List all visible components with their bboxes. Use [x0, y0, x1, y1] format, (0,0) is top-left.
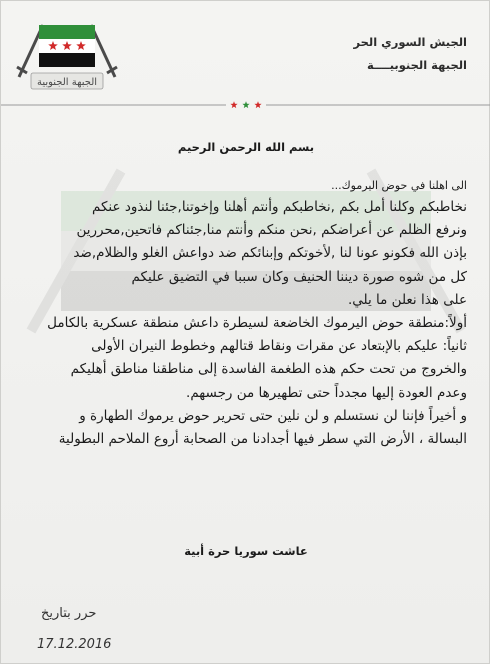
divider-star-icon	[254, 101, 261, 108]
body-line: ثانياً: عليكم بالإبتعاد عن مقرات ونقاط قتالهم وخطوط النيران الأولى	[91, 338, 467, 355]
closing-slogan: عاشت سوريا حرة أبية	[184, 544, 308, 558]
body-line: وعدم العودة إليها مجدداً حتى تطهيرها من رجسهم.	[186, 384, 467, 401]
body-line: ونرفع الظلم عن أعراضكم ,نحن منكم وأنتم منا,جئناكم فاتحين,محررين	[76, 222, 467, 239]
date-value: 17.12.2016	[37, 637, 112, 652]
divider-star-icon	[242, 101, 249, 108]
body-line: و أخيراً فإننا لن نستسلم و لن نلين حتى تحرير حوض يرموك الطهارة و	[79, 407, 467, 424]
body-line: كل من شوه صورة ديننا الحنيف وكان سببا في التضيق عليكم	[131, 268, 467, 285]
organization-subtitle: الجبهة الجنوبيــــة	[367, 58, 467, 72]
body-line: أولاً:منطقة حوض اليرموك الخاضعة لسيطرة داعش منطقة عسكرية بالكامل	[47, 314, 467, 331]
body-line: البسالة ، الأرض التي سطر فيها أجدادنا من الصحابة أروع الملاحم البطولية	[58, 430, 467, 447]
organization-name: الجيش السوري الحر	[353, 35, 467, 49]
divider-star-icon	[230, 101, 237, 108]
body-line: والخروج من تحت حكم هذه الطغمة الفاسدة إلى مناطقنا مناطق أهليكم	[70, 361, 467, 378]
letter-body	[13, 176, 467, 451]
letterhead	[1, 1, 490, 101]
logo-caption: الجبهة الجنوبية	[36, 77, 98, 88]
body-line: بإذن الله فكونو عونا لنا ,لأخوتكم وإبنائكم ضد دواعش الغلو والظلام,ضد	[73, 245, 467, 262]
header-divider	[1, 101, 490, 109]
body-line: نخاطبكم وكلنا أمل بكم ,نخاطبكم وأنتم أهلنا وإخوتنا,جئنا لنذود عنكم	[91, 199, 467, 215]
date-label: حرر بتاريخ	[41, 606, 97, 621]
body-line: على هذا نعلن ما يلي.	[347, 291, 467, 308]
greeting: الى اهلنا في حوض اليرموك...	[331, 179, 467, 192]
basmala: بسم الله الرحمن الرحيم	[177, 140, 315, 154]
three-stars-icon	[230, 101, 261, 108]
